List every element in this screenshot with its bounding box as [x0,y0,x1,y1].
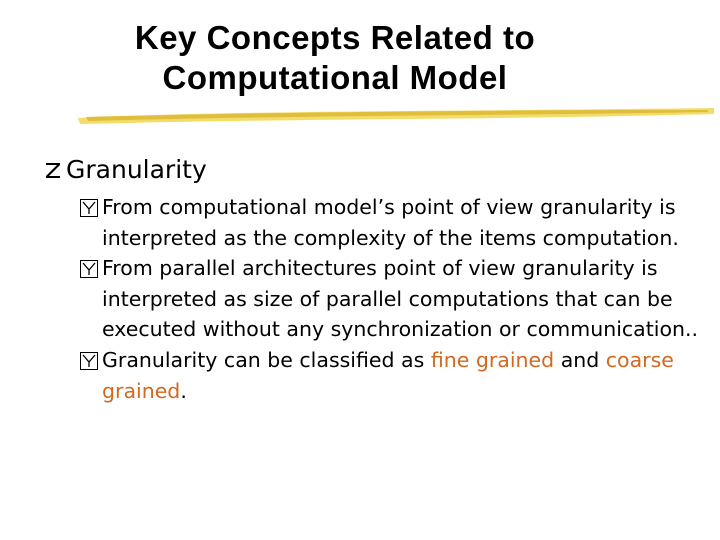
sub-bullet-text-after: . [180,378,187,403]
sub-bullet-text: From parallel architectures point of view granularity is interpreted as size of parallel computations that can be executed without any synchronization or communication.. [102,256,699,342]
fine-grained-term: fine grained [430,347,555,372]
main-bullet [44,154,207,186]
y-bullet-icon [80,199,100,219]
y-bullet-icon [80,352,100,372]
sub-bullet-text: From computational model’s point of view granularity is interpreted as the complexity of the items computation. [102,195,679,250]
slide-title [70,18,600,98]
z-bullet-icon [44,154,66,186]
coarse-grained-term: coarse grained [102,347,674,403]
main-bullet-text: Granularity [66,155,207,184]
title-line-1: Key Concepts Related to [134,19,536,56]
sub-bullet-text-before: Granularity can be classified as [102,347,431,372]
title-underline [76,100,716,130]
sub-bullet-text-middle: and [554,347,606,372]
y-bullet-icon [80,260,100,280]
sub-bullet-item [80,345,700,406]
sub-bullet-list [80,192,700,406]
sub-bullet-item [80,192,700,253]
sub-bullet-item [80,253,700,345]
title-line-2: Computational Model [162,59,508,96]
